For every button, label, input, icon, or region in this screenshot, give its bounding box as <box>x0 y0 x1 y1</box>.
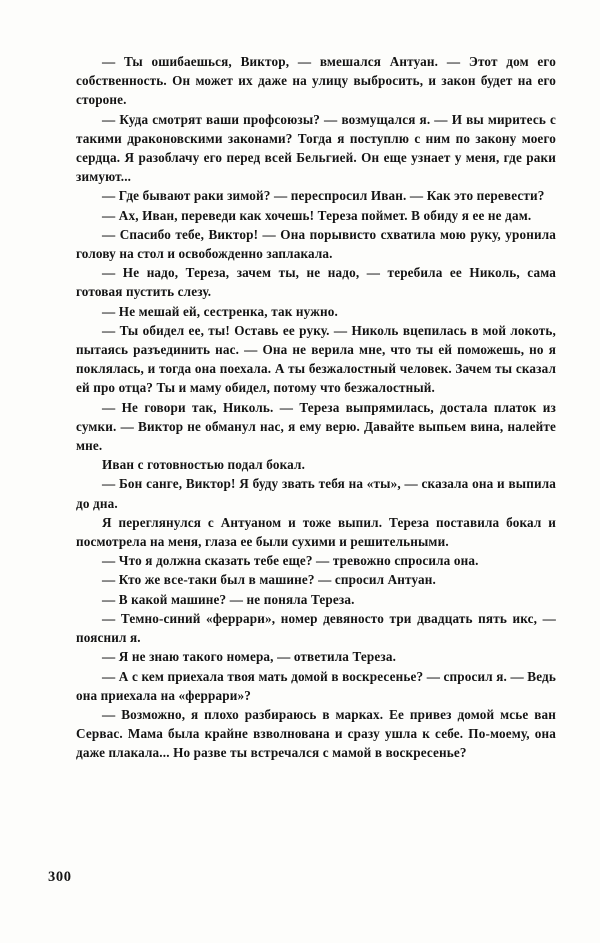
paragraph: Иван с готовностью подал бокал. <box>102 457 306 473</box>
paragraph: — В какой машине? — не поняла Тереза. <box>102 591 355 607</box>
page-number: 300 <box>48 869 72 885</box>
paragraph: — Ты обидел ее, ты! Оставь ее руку. — Николь вцепилась в мой локоть, пытаясь разъединить нас. — Она не верила мне, что ты ей поможешь, но я поклялась, и тогда она поехала. А ты безжалостный человек. Зачем ты сказал ей про отца? Ты и маму обидел, потому что безжалостный. <box>76 322 556 396</box>
paragraph: — Что я должна сказать тебе еще? — тревожно спросила она. <box>102 553 479 569</box>
paragraph: — Кто же все-таки был в машине? — спросил Антуан. <box>102 572 436 588</box>
paragraph: Я переглянулся с Антуаном и тоже выпил. Тереза поставила бокал и посмотрела на меня, глаза ее были сухими и решительными. <box>76 514 556 550</box>
paragraph: — Темно-синий «феррари», номер девяносто три двадцать пять икс, — пояснил я. <box>76 610 556 646</box>
paragraph: — Куда смотрят ваши профсоюзы? — возмущался я. — И вы миритесь с такими драконовскими законами? Тогда я поступлю с ним по закону моего сердца. Я разоблачу его перед всей Бельгией. Он еще узнает у меня, где раки зимуют... <box>76 111 556 185</box>
paragraph: — Ах, Иван, переведи как хочешь! Тереза поймет. В обиду я ее не дам. <box>102 207 532 223</box>
paragraph: — Возможно, я плохо разбираюсь в марках. Ее привез домой мсье ван Сервас. Мама была крайне взволнована и сразу ушла к себе. По-моему, она даже плакала... Но разве ты встречался с мамой в воскресенье? <box>76 706 556 761</box>
paragraph: — Не мешай ей, сестренка, так нужно. <box>102 303 338 319</box>
paragraph: — Где бывают раки зимой? — переспросил Иван. — Как это перевести? <box>102 188 545 204</box>
paragraph: — Спасибо тебе, Виктор! — Она порывисто схватила мою руку, уронила голову на стол и освобожденно заплакала. <box>76 226 556 262</box>
paragraph: — Я не знаю такого номера, — ответила Тереза. <box>102 649 397 665</box>
page-text <box>76 52 556 763</box>
paragraph: — Не говори так, Николь. — Тереза выпрямилась, достала платок из сумки. — Виктор не обманул нас, я ему верю. Давайте выпьем вина, налейте мне. <box>76 399 556 454</box>
paragraph: — Не надо, Тереза, зачем ты, не надо, — теребила ее Николь, сама готовая пустить слезу. <box>76 265 556 300</box>
paragraph: — А с кем приехала твоя мать домой в воскресенье? — спросил я. — Ведь она приехала на «феррари»? <box>76 668 556 703</box>
paragraph: — Ты ошибаешься, Виктор, — вмешался Антуан. — Этот дом его собственность. Он может их даже на улицу выбросить, и закон будет на его стороне. <box>76 54 556 108</box>
paragraph: — Бон санге, Виктор! Я буду звать тебя на «ты», — сказала она и выпила до дна. <box>76 476 556 511</box>
